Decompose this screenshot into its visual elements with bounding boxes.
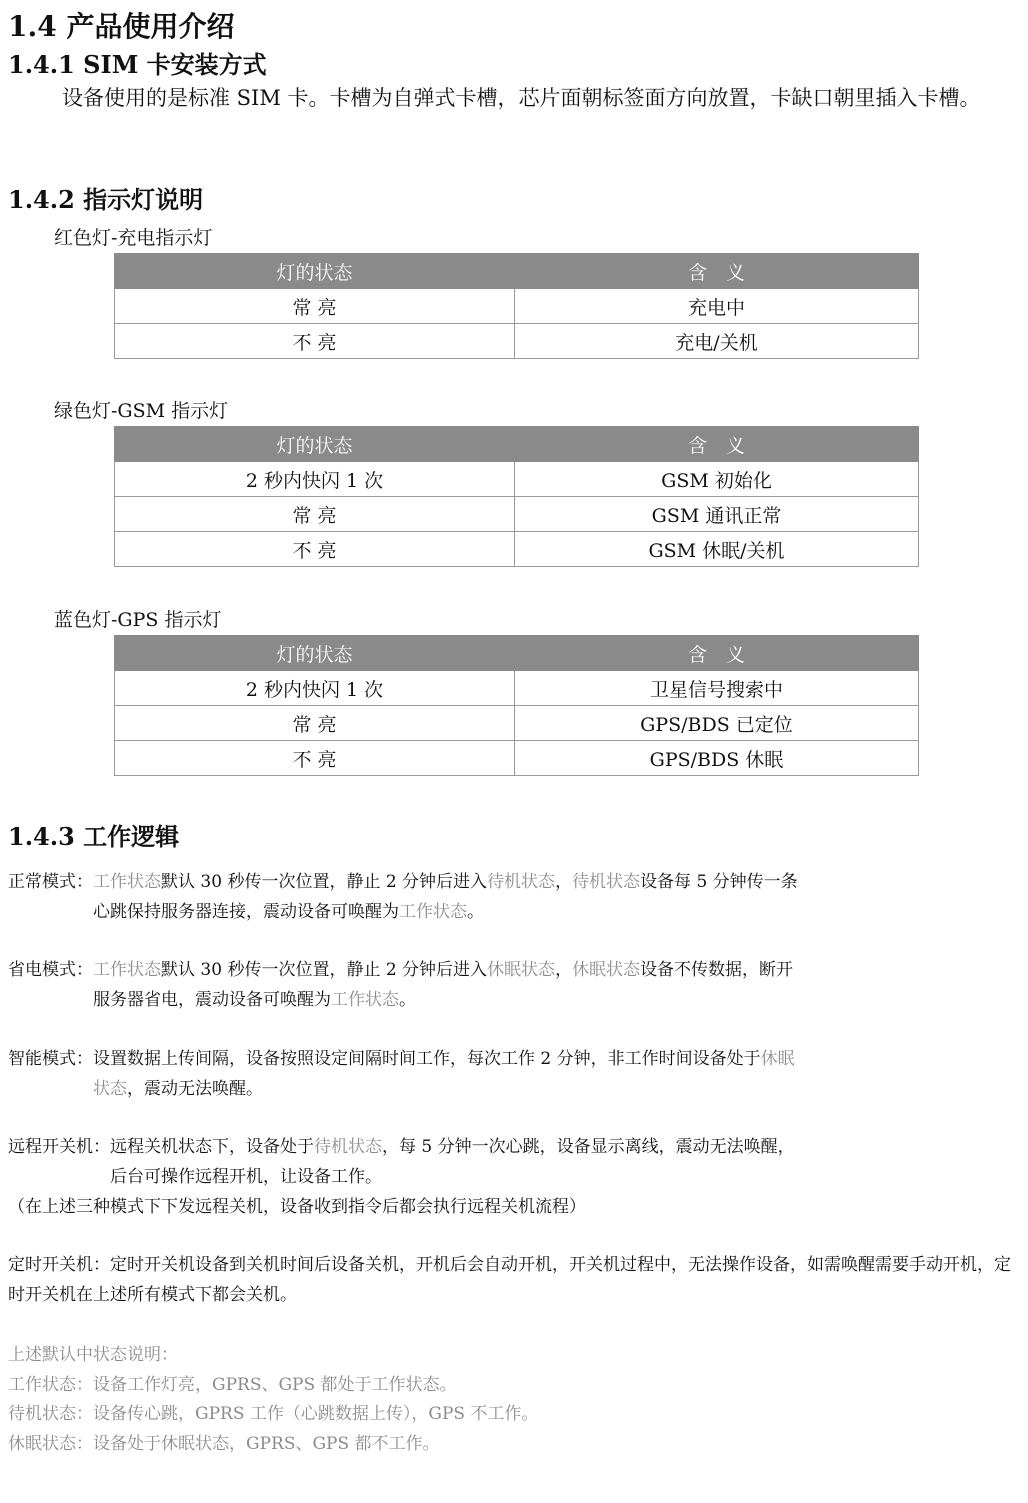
table-row — [115, 741, 919, 776]
normal-mode-text: 工作状态默认 30 秒传一次位置，静止 2 分钟后进入待机状态，待机状态设备每 5 分钟传一条心跳保持服务器连接，震动设备可唤醒为工作状态。 — [93, 872, 798, 922]
normal-mode-label: 正常模式： — [8, 872, 93, 892]
table-header-row — [115, 636, 919, 671]
power-save-mode-text: 工作状态默认 30 秒传一次位置，静止 2 分钟后进入休眠状态，休眠状态设备不传数据，断开服务器省电，震动设备可唤醒为工作状态。 — [93, 960, 794, 1010]
cell-state: 常 亮 — [115, 289, 515, 324]
cell-meaning: 卫星信号搜索中 — [515, 671, 919, 706]
section-title: 1.4 产品使用介绍 — [8, 10, 235, 43]
table-row — [115, 289, 919, 324]
cell-meaning: 充电/关机 — [515, 324, 919, 359]
normal-mode — [8, 867, 798, 927]
remote-power-mode — [8, 1132, 808, 1192]
header-state: 灯的状态 — [115, 254, 515, 289]
sim-paragraph: 设备使用的是标准 SIM 卡。卡槽为自弹式卡槽，芯片面朝标签面方向放置，卡缺口朝里插入卡槽。 — [62, 86, 981, 110]
smart-mode-label: 智能模式： — [8, 1049, 93, 1069]
sleep-state-definition: 休眠状态：设备处于休眠状态，GPRS、GPS 都不工作。 — [8, 1433, 440, 1454]
table-row — [115, 706, 919, 741]
cell-state: 不 亮 — [115, 532, 515, 567]
table-row — [115, 671, 919, 706]
power-save-mode — [8, 955, 798, 1015]
logic-heading: 1.4.3 工作逻辑 — [8, 822, 180, 851]
remote-power-note: （在上述三种模式下下发远程关机，设备收到指令后都会执行远程关机流程） — [8, 1197, 586, 1217]
table-row — [115, 462, 919, 497]
red-light-table — [114, 253, 919, 359]
green-light-caption: 绿色灯-GSM 指示灯 — [54, 400, 229, 422]
cell-state: 2 秒内快闪 1 次 — [115, 671, 515, 706]
cell-meaning: GSM 休眠/关机 — [515, 532, 919, 567]
header-state: 灯的状态 — [115, 636, 515, 671]
state-definitions-title: 上述默认中状态说明： — [8, 1345, 178, 1365]
header-state: 灯的状态 — [115, 427, 515, 462]
cell-meaning: GSM 通讯正常 — [515, 497, 919, 532]
cell-meaning: GPS/BDS 休眠 — [515, 741, 919, 776]
cell-meaning: GPS/BDS 已定位 — [515, 706, 919, 741]
table-header-row — [115, 427, 919, 462]
standby-state-definition: 待机状态：设备传心跳，GPRS 工作（心跳数据上传），GPS 不工作。 — [8, 1404, 539, 1424]
cell-state: 不 亮 — [115, 324, 515, 359]
sim-heading: 1.4.1 SIM 卡安装方式 — [8, 50, 267, 79]
table-row — [115, 532, 919, 567]
cell-state: 不 亮 — [115, 741, 515, 776]
indicator-heading: 1.4.2 指示灯说明 — [8, 185, 204, 214]
cell-state: 常 亮 — [115, 706, 515, 741]
smart-mode — [8, 1044, 808, 1104]
cell-state: 常 亮 — [115, 497, 515, 532]
working-state-definition: 工作状态：设备工作灯亮，GPRS、GPS 都处于工作状态。 — [8, 1374, 457, 1395]
remote-power-text: 远程关机状态下，设备处于待机状态，每 5 分钟一次心跳，设备显示离线，震动无法唤醒，后台可操作远程开机，让设备工作。 — [110, 1137, 795, 1187]
header-meaning: 含 义 — [515, 254, 919, 289]
header-meaning: 含 义 — [515, 427, 919, 462]
blue-light-caption: 蓝色灯-GPS 指示灯 — [54, 609, 222, 631]
table-row — [115, 497, 919, 532]
green-light-table — [114, 426, 919, 567]
smart-mode-text: 设置数据上传间隔，设备按照设定间隔时间工作，每次工作 2 分钟，非工作时间设备处于休眠状态，震动无法唤醒。 — [93, 1049, 795, 1099]
table-header-row — [115, 254, 919, 289]
table-row — [115, 324, 919, 359]
header-meaning: 含 义 — [515, 636, 919, 671]
timer-power-text: 定时开关机：定时开关机设备到关机时间后设备关机，开机后会自动开机，开关机过程中，无法操作设备，如需唤醒需要手动开机，定时开关机在上述所有模式下都会关机。 — [8, 1255, 1011, 1305]
red-light-caption: 红色灯-充电指示灯 — [54, 227, 213, 249]
blue-light-table — [114, 635, 919, 776]
cell-state: 2 秒内快闪 1 次 — [115, 462, 515, 497]
cell-meaning: GSM 初始化 — [515, 462, 919, 497]
state-definitions — [8, 1341, 538, 1459]
power-save-mode-label: 省电模式： — [8, 960, 93, 980]
remote-power-label: 远程开关机： — [8, 1137, 110, 1157]
cell-meaning: 充电中 — [515, 289, 919, 324]
